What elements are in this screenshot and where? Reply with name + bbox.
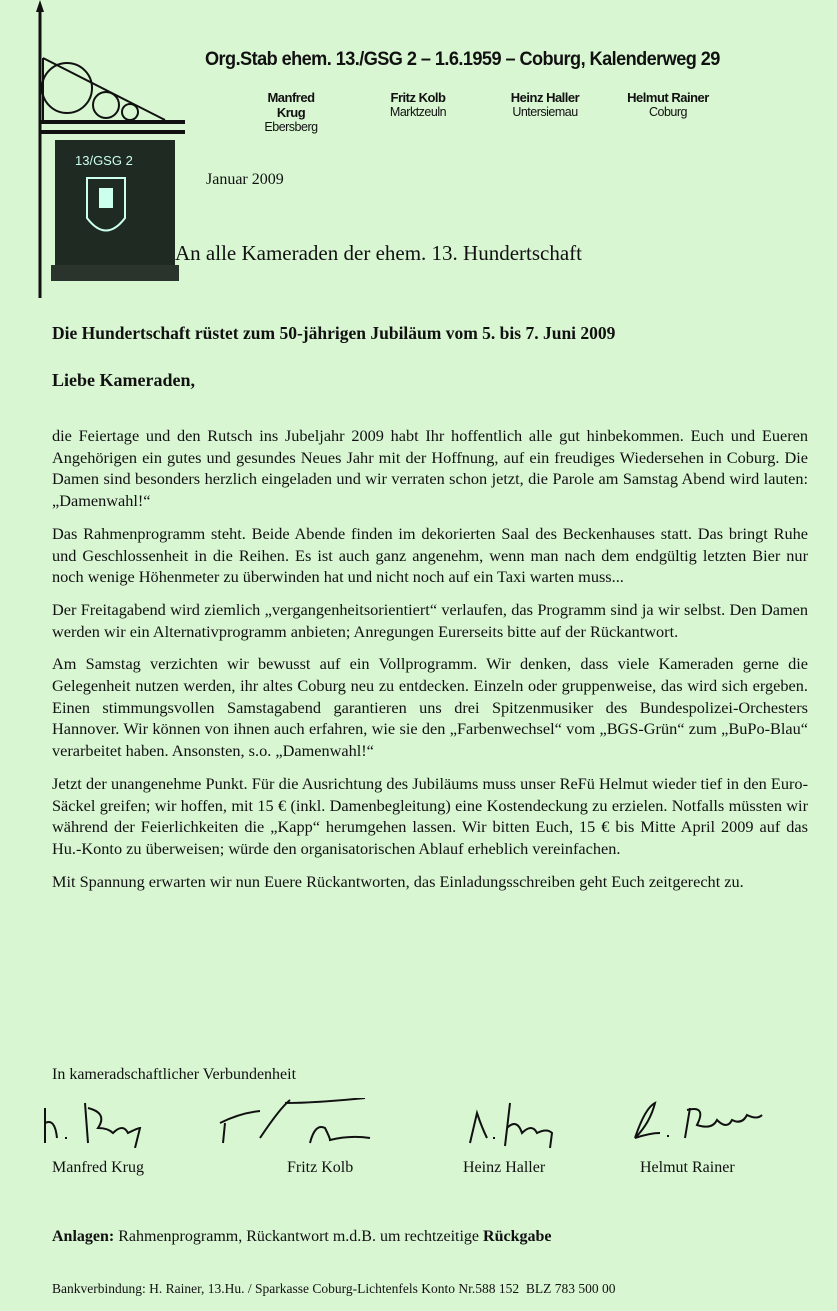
attachments-text: Rahmenprogramm, Rückantwort m.d.B. um rechtzeitige: [114, 1228, 484, 1245]
signatory-name: Manfred Krug: [52, 1159, 144, 1176]
member-block: [618, 90, 718, 119]
paragraph: Das Rahmenprogramm steht. Beide Abende finden im dekorierten Saal des Beckenhauses statt. Das bringt Ruhe und Geschlossenheit in die Reihen. Es ist auch ganz angenehm, wenn man nach dem endgültig letzten Bier nur noch wenige Höhenmeter zu überwinden hat und nicht noch auf ein Taxi warten muss...: [52, 523, 808, 587]
addressee: An alle Kameraden der ehem. 13. Hundertschaft: [175, 241, 582, 265]
paragraph: Der Freitagabend wird ziemlich „vergangenheitsorientiert“ verlaufen, das Programm sind ja wir selbst. Den Damen werden wir ein Alternativprogramm anbieten; Anregungen Eurerseits bitte auf der Rückantwort.: [52, 599, 808, 641]
attachments-label: Anlagen:: [52, 1228, 115, 1245]
member-place: Ebersberg: [264, 120, 318, 134]
member-name: Fritz Kolb: [390, 90, 446, 105]
subject-line: Die Hundertschaft rüstet zum 50-jährigen Jubiläum vom 5. bis 7. Juni 2009: [52, 323, 616, 343]
member-block: [254, 90, 328, 134]
salutation: Liebe Kameraden,: [52, 370, 195, 390]
attachments-line: [52, 1228, 551, 1246]
member-place: Coburg: [649, 105, 687, 119]
paragraph: Am Samstag verzichten wir bewusst auf ein Vollprogramm. Wir denken, dass viele Kameraden gerne die Gelegenheit nutzen werden, ihr altes Coburg neu zu entdecken. Einzeln oder gruppenweise, das wird sich ergeben. Einen stimmungsvollen Samstagabend garantieren uns drei Spitzenmusiker des Bundespolizei-Orchesters Hannover. Wir können von ihnen auch erfahren, wie sie den „Farbenwechsel“ vom „BGS-Grün“ zum „BuPo-Blau“ verarbeitet haben. Ansonsten, s.o. „Damenwahl!“: [52, 654, 808, 761]
member-name: Manfred Krug: [267, 90, 315, 120]
paragraph: Jetzt der unangenehme Punkt. Für die Ausrichtung des Jubiläums muss unser ReFü Helmut wieder tief in den Euro-Säckel greifen; wir hoffen, mit 15 € (inkl. Damenbegleitung) eine Kostendeckung zu erzielen. Notfalls müssten wir während der Feierlichkeiten die „Kapp“ herumgehen lassen. Wir bitten Euch, 15 € bis Mitte April 2009 auf das Hu.-Konto zu überweisen; würde den organisatorischen Ablauf erheblich vereinfachen.: [52, 773, 808, 858]
signature-rainer: [625, 1098, 775, 1148]
member-name: Heinz Haller: [510, 90, 580, 105]
signatory-name: Helmut Rainer: [640, 1159, 735, 1176]
member-block: [380, 90, 456, 119]
closing: In kameradschaftlicher Verbundenheit: [52, 1066, 297, 1083]
signatory-name: Fritz Kolb: [287, 1159, 354, 1176]
paragraph: die Feiertage und den Rutsch ins Jubeljahr 2009 habt Ihr hoffentlich alle gut hinbekommen. Euch und Eueren Angehörigen ein gutes und gesundes Neues Jahr mit der Hoffnung, auf ein freudiges Wiedersehen in Coburg. Die Damen sind besonders herzlich eingeladen und wir verraten schon jetzt, die Parole am Samstag Abend wird lauten: „Damenwahl!“: [52, 426, 808, 511]
signature-krug: [40, 1098, 180, 1148]
signature-haller: [465, 1098, 575, 1148]
paragraph: Mit Spannung erwarten wir nun Euere Rückantworten, das Einladungsschreiben geht Euch zeitgerecht zu.: [52, 871, 744, 891]
attachments-emphasis: Rückgabe: [483, 1228, 552, 1245]
svg-text:13/GSG 2: 13/GSG 2: [75, 153, 133, 168]
letter-body: [52, 425, 808, 903]
member-block: [500, 90, 590, 119]
member-name: Helmut Rainer: [627, 90, 709, 105]
letterhead-organization: Org.Stab ehem. 13./GSG 2 – 1.6.1959 – Coburg, Kalenderweg 29: [205, 48, 720, 70]
signature-kolb: [215, 1098, 385, 1148]
signatory-name: Heinz Haller: [463, 1159, 546, 1176]
bank-details: Bankverbindung: H. Rainer, 13.Hu. / Sparkasse Coburg-Lichtenfels Konto Nr.588 152 BLZ 783 500 00: [52, 1281, 616, 1296]
member-place: Marktzeuln: [389, 105, 447, 119]
member-place: Untersiemau: [512, 105, 578, 119]
flag-emblem-image: [15, 0, 185, 300]
letter-date: Januar 2009: [206, 171, 284, 188]
